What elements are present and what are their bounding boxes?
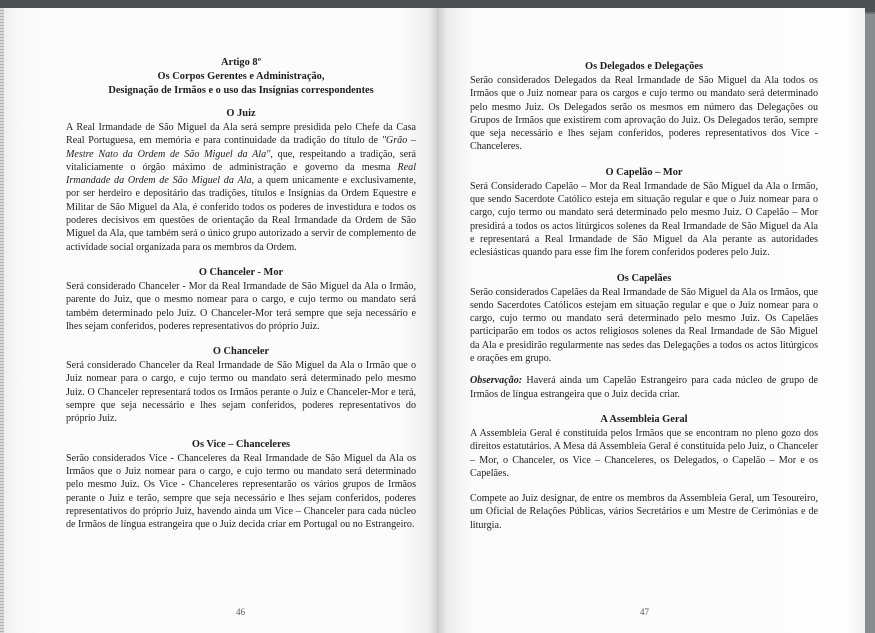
section-heading-delegados: Os Delegados e Delegações	[584, 61, 704, 72]
page-number-right: 47	[640, 607, 649, 617]
observation-label: Observação:	[470, 375, 523, 387]
right-page-content	[470, 60, 818, 532]
section-text-chanceler: Será considerado Chanceler da Real Irmandade de São Miguel da Ala o Irmão que o Juiz nomear para o cargo, e cujo termo ou mandato será determinado pelo mesmo Juiz. O Chanceler representará todos os Irmãos perante o Juiz e Chanceler-Mor e terá, sempre que seja necessário e lhes sejam conferidos, poderes representativos do próprio Juiz.	[66, 360, 416, 425]
page-edges	[0, 8, 4, 633]
section-heading-chanceler-mor: O Chanceler - Mor	[198, 266, 284, 278]
article-number: Artigo 8º	[220, 57, 262, 68]
section-text-juiz: A Real Irmandade de São Miguel da Ala será sempre presidida pelo Chefe da Casa Real Portuguesa, em memória e para continuidade da tradição do título de "Grão – Mestre Nato da Ordem de São Miguel da Ala", que, respeitando a tradição, será vitaliciamente o órgão máximo de administração e governo da mesma Real Irmandade da Ordem de São Miguel da Ala, a quem unicamente e exclusivamente, por ser herdeiro e depositário das tradições, títulos e Insígnias da Ordem Equestre e Militar de São Miguel da Ala, é conferido todos os poderes de investidura e todos os poderes decisivos em questões de orientação da Real Irmandade da Ordem de São Miguel da Ala, que também será o único grupo autorizado a servir de complemento de actividade social organizada para os membros da Ordem.	[66, 122, 417, 253]
section-heading-assembleia: A Assembleia Geral	[600, 413, 688, 425]
section-heading-chanceler: O Chanceler	[212, 346, 270, 358]
section-text-chanceler-mor: Será considerado Chanceler - Mor da Real Irmandade de São Miguel da Ala o Irmão, parente do Juiz, que o mesmo nomear para o cargo, e cujo termo ou mandato será também determinado pelo Juiz. O Chanceler-Mor terá sempre que seja necessário e lhes sejam conferidos, poderes representativos do próprio Juiz.	[66, 280, 416, 332]
section-text-assembleia-juiz: Compete ao Juiz designar, de entre os membros da Assembleia Geral, um Tesoureiro, um Oficial de Relações Públicas, vários Secretários e um Mestre de Cerimónias e de liturgia.	[470, 493, 818, 531]
section-text-assembleia: A Assembleia Geral é constituída pelos Irmãos que se encontram no pleno gozo dos direitos estatutários. A Mesa dá Assembleia Geral é constituída pelo Juiz, o Chanceler – Mor, o Chanceler, os Vice – Chanceleres, os Delegados, o Capelão – Mor e os Capelães.	[470, 427, 818, 479]
article-subtitle: Designação de Irmãos e o uso das Insígnias correspondentes	[108, 85, 374, 96]
section-heading-capelaes: Os Capelães	[616, 272, 672, 284]
article-title: Os Corpos Gerentes e Administração,	[157, 71, 325, 82]
section-heading-vice-chanceleres: Os Vice – Chanceleres	[191, 438, 291, 450]
scan-right-border	[865, 14, 875, 633]
section-text-capelaes: Serão considerados Capelães da Real Irmandade de São Miguel da Ala os Irmãos, que sendo Sacerdotes Católicos estejam em situação regular e que o Juiz nomear para o cargo, cujo termo ou mandato será determinado pelo mesmo Juiz. Os Capelães participarão em todos os actos religiosos solenes da Real Irmandade de São Miguel da Ala e presidirão regularmente nas sedes das Delegações a todos os actos litúrgicos e orações em grupo.	[470, 286, 818, 365]
section-heading-juiz: O Juiz	[226, 108, 256, 119]
section-text-delegados: Serão considerados Delegados da Real Irmandade de São Miguel da Ala todos os Irmãos que o Juiz nomear para os cargos e cujo termo ou mandato será determinado pelo mesmo Juiz. Os Delegados serão os mesmos em número das Delegações ou Grupos de Irmãos que existirem com aprovação do Juiz. Os Delegados terão, sempre que seja necessário e lhes sejam conferidos, poderes representativos dos Vice - Chanceleres.	[470, 75, 818, 153]
page-number-left: 46	[236, 607, 245, 617]
section-text-capelao-mor: Será Considerado Capelão – Mor da Real Irmandade de São Miguel da Ala o Irmão, que sendo Sacerdote Católico esteja em situação regular e que o Juiz nomear para o cargo, cujo termo ou mandato será determinado pelo mesmo Juiz. O Capelão – Mor presidirá a todos os actos litúrgicos solenes da Real Irmandade de São Miguel da Ala e representará a Real Irmandade de São Miguel da Ala perante as autoridades eclesiásticas quando para esse fim lhe forem conferidos poderes pelo Juiz.	[470, 180, 818, 259]
left-page-content	[66, 56, 416, 531]
section-text-vice-chanceleres: Serão considerados Vice - Chanceleres da Real Irmandade de São Miguel da Ala os Irmãos que o Juiz nomear para o cargo, e cujo termo ou mandato será determinado pelo mesmo Juiz. Os Vice - Chanceleres representarão os vários grupos de Irmãos perante o Juiz e terão, sempre que seja necessário e lhes sejam conferidos, poderes representativos do próprio Juiz, havendo ainda um Vice – Chanceler para cada núcleo de Irmãos de língua estrangeira que o Juiz decida criar em Portugal ou no Estrangeiro.	[66, 452, 416, 531]
observation-paragraph: Observação: Haverá ainda um Capelão Estrangeiro para cada núcleo de grupo de Irmãos de língua estrangeira que o Juiz decida criar.	[470, 375, 818, 400]
section-heading-capelao-mor: O Capelão – Mor	[605, 166, 683, 178]
